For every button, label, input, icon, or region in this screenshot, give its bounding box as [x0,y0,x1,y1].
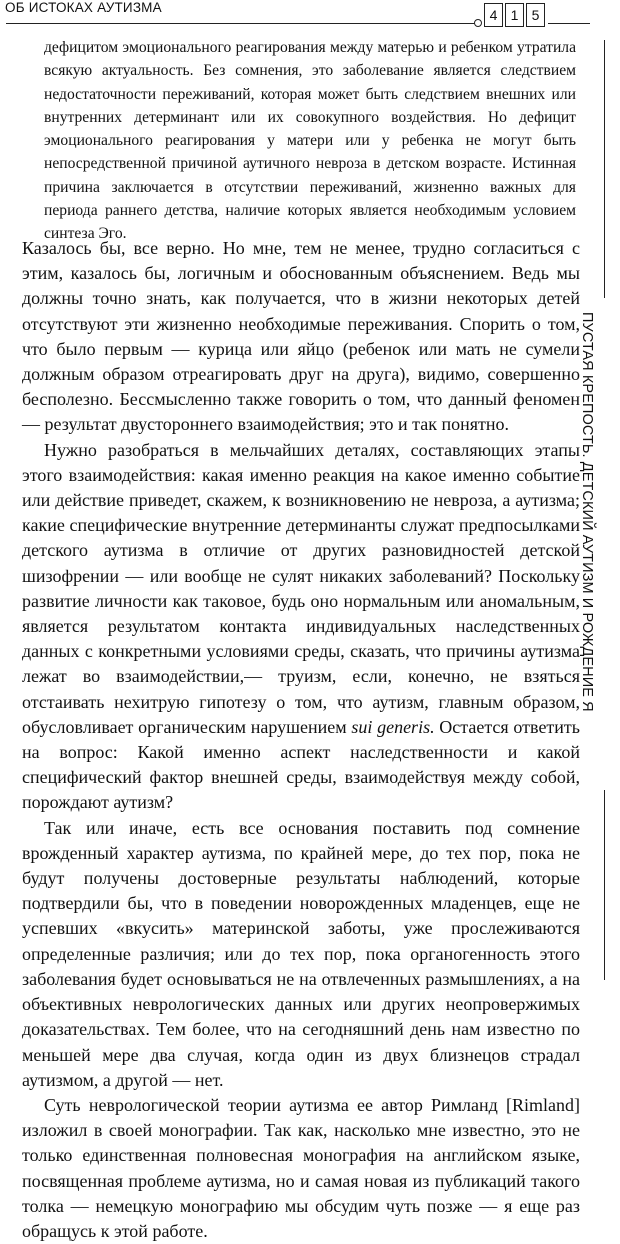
paragraph: Суть неврологической теории аутизма ее автор Римланд [Rimland] изложил в своей монографии. Так как, насколько мне известно, это не только единственная полновесная монография на английском языке, посвященная проблеме аутизма, но и самая новая из публикаций такого толка — немецкую монографию мы обсудим чуть позже — я еще раз обращусь к этой работе. [22,1094,580,1241]
header-rule-dot [474,19,482,27]
side-running-title: ПУСТАЯ КРЕПОСТЬ. ДЕТСКИЙ АУТИЗМ И РОЖДЕНИЕ Я [579,312,595,712]
corner-rule-horizontal [548,23,590,24]
block-quote: дефицитом эмоционального реагирования между матерью и ребенком утратила всякую актуальность. Без сомнения, это заболевание является следствием недостаточности переживаний, которая может быть следствием внешних или внутренних детерминант или их совокупного воздействия. Но дефицит эмоционального реагирования у матери или у ребенка не могут быть непосредственной причиной аутичного невроза в детском возрасте. Истинная причина заключается в отсутствии переживаний, жизненно важных для периода раннего детства, наличие которых является необходимым условием синтеза Эго. [44,39,576,243]
page-number-digit: 5 [526,3,545,27]
paragraph: Так или иначе, есть все основания поставить под сомнение врожденный характер аутизма, по крайней мере, до тех пор, пока не будут получены достоверные результаты наблюдений, которые подтвердили бы, что в поведении новорожденных младенцев, еще не успевших «вкусить» материнской заботы, уже прослеживаются определенные различия; или до тех пор, пока органогенность этого заболевания будет основываться не на отвлеченных размышлениях, а на объективных неврологических данных или других неопровержимых доказательствах. Тем более, что на сегодняшний день нам известно по меньшей мере два случая, когда один из двух близнецов страдал аутизмом, а другой — нет. [22,817,580,1090]
italic-term: sui generis. [351,716,435,737]
page-number-digit: 1 [505,3,524,27]
side-rule-top [604,40,605,298]
side-rule-bottom [604,790,605,980]
header-rule [6,23,480,24]
paragraph: Казалось бы, все верно. Но мне, тем не менее, трудно согласиться с этим, казалось бы, логичным и обоснованным объяснением. Ведь мы должны точно знать, как получается, что в жизни некоторых детей отсутствуют эти жизненно необходимые переживания. Спорить о том, что было первым — курица или яйцо (ребенок или мать не сумели должным образом отреагировать друг на друга), видимо, совершенно бесполезно. Бессмысленно также говорить о том, что данный феномен — результат двустороннего взаимодействия; это и так понятно. [22,238,580,435]
running-header-title: ОБ ИСТОКАХ АУТИЗМА [5,0,162,15]
main-text [22,236,580,1244]
page-number-digit: 4 [484,3,503,27]
paragraph [22,438,580,816]
paragraph-text: Остается ответить на вопрос: Какой именно аспект наследственности и какой специфический фактор внешней среды, взаимодействуя между собой, порождают аутизм? [22,716,581,813]
paragraph-text: Нужно разобраться в мельчайших деталях, составляющих этапы этого взаимодействия: какая именно реакция на какое именно событие или действие приведет, скажем, к возникновению не невроза, а аутизма; какие специфические внутренние детерминанты служат предпосылками детского аутизма в отличие от других разновидностей детской шизофрении — или вообще не сулят никаких заболеваний? Поскольку развитие личности как таковое, будь оно нормальным или аномальным, является результатом контакта индивидуальных наследственных данных с конкретными условиями среды, сказать, что причины аутизма лежат во взаимодействии,— труизм, если, конечно, не взяться отстаивать нехитрую гипотезу о том, что аутизм, главным образом, обусловливает органическим нарушением [22,439,580,737]
